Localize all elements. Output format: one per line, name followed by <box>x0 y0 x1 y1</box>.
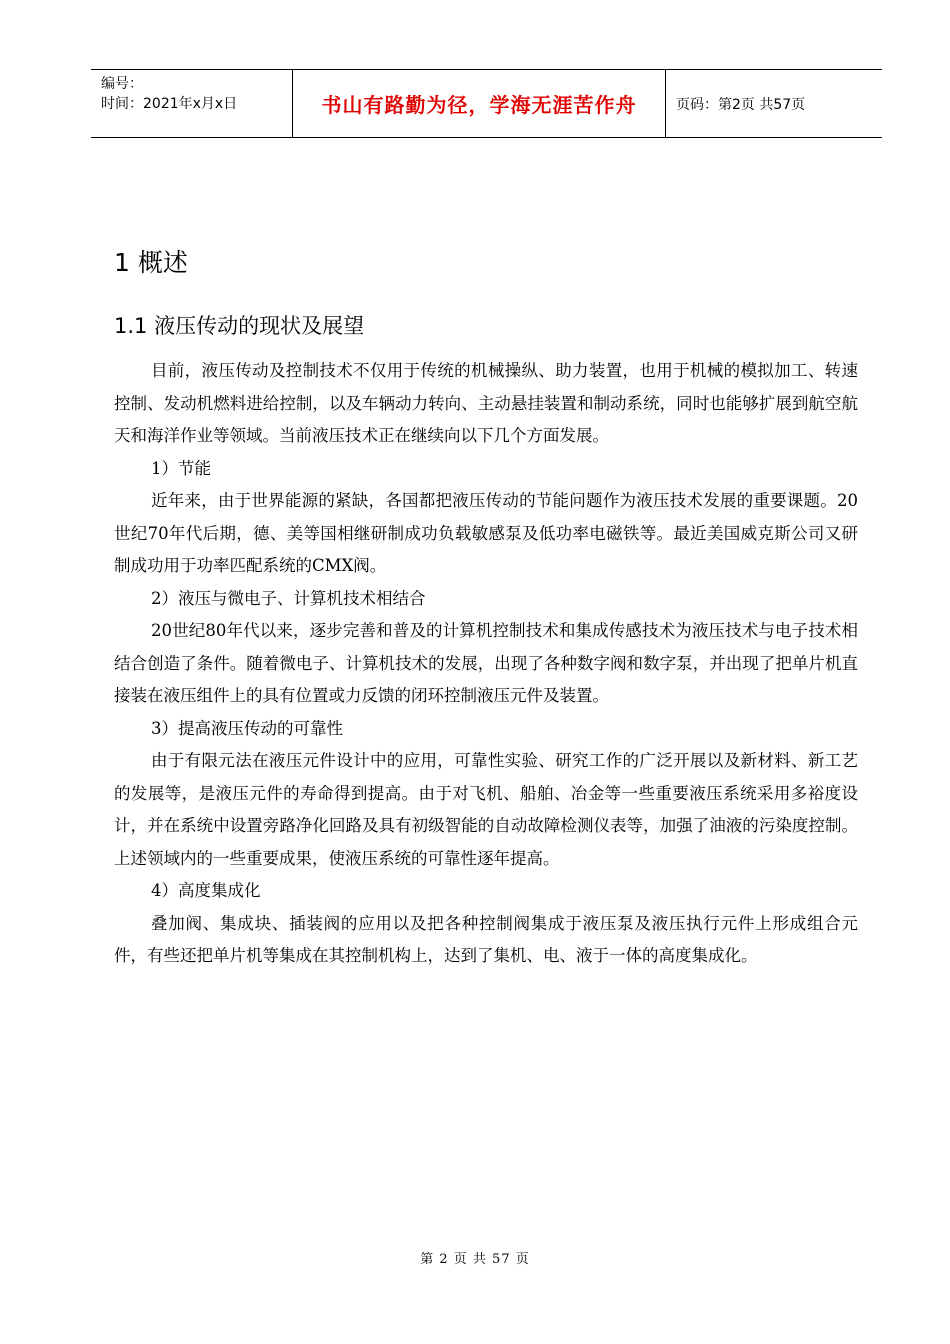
page-header <box>91 69 882 138</box>
time-label: 时间：2021年x月x日 <box>101 96 238 112</box>
header-page-info: 页码：第2页 共57页 <box>676 96 806 113</box>
paragraph: 20世纪80年代以来，逐步完善和普及的计算机控制技术和集成传感技术为液压技术与电子技术相结合创造了条件。随着微电子、计算机技术的发展，出现了各种数字阀和数字泵，并出现了把单片机直接装在液压组件上的具有位置或力反馈的闭环控制液压元件及装置。 <box>114 621 858 705</box>
header-motto: 书山有路勤为径，学海无涯苦作舟 <box>293 70 666 137</box>
paragraph: 近年来，由于世界能源的紧缺，各国都把液压传动的节能问题作为液压技术发展的重要课题。20世纪70年代后期，德、美等国相继研制成功负载敏感泵及低功率电磁铁等。最近美国威克斯公司又研制成功用于功率匹配系统的CMX阀。 <box>114 491 858 575</box>
list-item-heading: 3）提高液压传动的可靠性 <box>151 718 343 738</box>
list-item-heading: 1）节能 <box>151 458 211 478</box>
page-footer: 第 2 页 共 57 页 <box>420 1252 530 1267</box>
serial-label: 编号： <box>101 76 143 92</box>
list-item-heading: 4）高度集成化 <box>151 881 261 900</box>
paragraph: 目前，液压传动及控制技术不仅用于传统的机械操纵、助力装置，也用于机械的模拟加工、转速控制、发动机燃料进给控制，以及车辆动力转向、主动悬挂装置和制动系统，同时也能够扩展到航空航天和海洋作业等领域。当前液压技术正在继续向以下几个方面发展。 <box>114 361 858 445</box>
list-item-heading: 2）液压与微电子、计算机技术相结合 <box>151 588 426 608</box>
section-heading: 1 概述 <box>114 248 188 277</box>
subsection-heading: 1.1 液压传动的现状及展望 <box>114 314 365 338</box>
paragraph: 由于有限元法在液压元件设计中的应用，可靠性实验、研究工作的广泛开展以及新材料、新工艺的发展等，是液压元件的寿命得到提高。由于对飞机、船舶、冶金等一些重要液压系统采用多裕度设计，并在系统中设置旁路净化回路及具有初级智能的自动故障检测仪表等，加强了油液的污染度控制。上述领域内的一些重要成果，使液压系统的可靠性逐年提高。 <box>114 751 858 868</box>
paragraph: 叠加阀、集成块、插装阀的应用以及把各种控制阀集成于液压泵及液压执行元件上形成组合元件，有些还把单片机等集成在其控制机构上，达到了集机、电、液于一体的高度集成化。 <box>114 913 858 965</box>
document-body <box>114 355 858 973</box>
header-meta <box>91 70 293 137</box>
